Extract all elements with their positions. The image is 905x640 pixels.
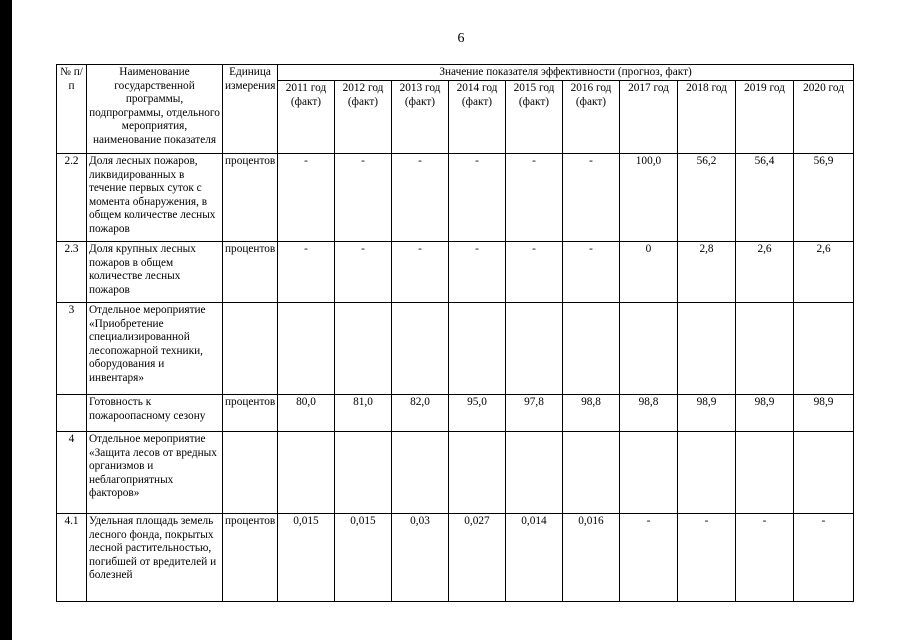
row-name: Удельная площадь земель лесного фонда, покрытых лесной растительностью, погибшей от вредителей и болезней	[87, 514, 223, 602]
header-name: Наименование государственной программы, подпрограммы, отдельного мероприятия, наименование показателя	[87, 65, 223, 154]
table-row	[57, 432, 854, 514]
row-unit: процентов	[223, 154, 278, 242]
value-cell: -	[278, 154, 335, 242]
value-cell	[449, 432, 506, 514]
row-unit	[223, 303, 278, 395]
value-cell	[449, 303, 506, 395]
row-name: Готовность к пожароопасному сезону	[87, 395, 223, 432]
header-group: Значение показателя эффективности (прогноз, факт)	[278, 65, 854, 81]
row-num: 2.3	[57, 242, 87, 303]
value-cell	[794, 303, 854, 395]
row-unit	[223, 432, 278, 514]
row-num: 4	[57, 432, 87, 514]
row-name: Отдельное мероприятие «Приобретение специализированной лесопожарной техники, оборудования и инвентаря»	[87, 303, 223, 395]
value-cell: -	[335, 154, 392, 242]
header-year: 2020 год	[794, 81, 854, 154]
value-cell: -	[678, 514, 736, 602]
value-cell: 0,016	[563, 514, 620, 602]
value-cell: -	[392, 154, 449, 242]
value-cell: 56,9	[794, 154, 854, 242]
value-cell: -	[563, 242, 620, 303]
value-cell: 80,0	[278, 395, 335, 432]
row-num: 4.1	[57, 514, 87, 602]
row-num: 2.2	[57, 154, 87, 242]
header-year: 2016 год (факт)	[563, 81, 620, 154]
value-cell: -	[278, 242, 335, 303]
value-cell	[794, 432, 854, 514]
row-unit: процентов	[223, 242, 278, 303]
value-cell: 56,4	[736, 154, 794, 242]
value-cell	[563, 303, 620, 395]
header-year: 2015 год (факт)	[506, 81, 563, 154]
header-year: 2011 год (факт)	[278, 81, 335, 154]
value-cell: 98,8	[620, 395, 678, 432]
scan-edge-bar	[0, 0, 12, 640]
value-cell: 81,0	[335, 395, 392, 432]
page-number: 6	[457, 31, 465, 46]
value-cell	[278, 303, 335, 395]
indicators-table	[56, 64, 854, 602]
value-cell: -	[506, 242, 563, 303]
value-cell: 97,8	[506, 395, 563, 432]
value-cell: 0	[620, 242, 678, 303]
value-cell: 0,03	[392, 514, 449, 602]
table-row	[57, 514, 854, 602]
value-cell	[678, 432, 736, 514]
value-cell: 0,027	[449, 514, 506, 602]
header-num: № п/п	[57, 65, 87, 154]
table-row	[57, 395, 854, 432]
value-cell: 82,0	[392, 395, 449, 432]
value-cell	[736, 303, 794, 395]
table-row	[57, 154, 854, 242]
header-year: 2017 год	[620, 81, 678, 154]
row-num: 3	[57, 303, 87, 395]
value-cell	[736, 432, 794, 514]
value-cell: 98,9	[794, 395, 854, 432]
value-cell	[506, 432, 563, 514]
value-cell: 56,2	[678, 154, 736, 242]
value-cell	[392, 303, 449, 395]
value-cell	[335, 303, 392, 395]
value-cell: 2,6	[736, 242, 794, 303]
row-name: Доля крупных лесных пожаров в общем количестве лесных пожаров	[87, 242, 223, 303]
value-cell: 100,0	[620, 154, 678, 242]
value-cell: -	[506, 154, 563, 242]
value-cell: -	[736, 514, 794, 602]
value-cell: 0,015	[278, 514, 335, 602]
value-cell: -	[392, 242, 449, 303]
value-cell: -	[620, 514, 678, 602]
value-cell: -	[449, 154, 506, 242]
row-name: Доля лесных пожаров, ликвидированных в течение первых суток с момента обнаружения, в общем количестве лесных пожаров	[87, 154, 223, 242]
value-cell	[620, 432, 678, 514]
value-cell: -	[794, 514, 854, 602]
value-cell	[278, 432, 335, 514]
table-row	[57, 242, 854, 303]
value-cell: 0,015	[335, 514, 392, 602]
header-year: 2014 год (факт)	[449, 81, 506, 154]
value-cell: 98,8	[563, 395, 620, 432]
table-row	[57, 303, 854, 395]
header-unit: Единица измерения	[223, 65, 278, 154]
value-cell: -	[563, 154, 620, 242]
value-cell	[392, 432, 449, 514]
header-year: 2019 год	[736, 81, 794, 154]
value-cell: 98,9	[736, 395, 794, 432]
header-year: 2018 год	[678, 81, 736, 154]
value-cell: 98,9	[678, 395, 736, 432]
row-name: Отдельное мероприятие «Защита лесов от вредных организмов и неблагоприятных факторов»	[87, 432, 223, 514]
value-cell	[620, 303, 678, 395]
row-unit: процентов	[223, 514, 278, 602]
value-cell: 2,8	[678, 242, 736, 303]
header-year: 2013 год (факт)	[392, 81, 449, 154]
row-unit: процентов	[223, 395, 278, 432]
value-cell	[506, 303, 563, 395]
value-cell	[335, 432, 392, 514]
row-num	[57, 395, 87, 432]
value-cell: 2,6	[794, 242, 854, 303]
value-cell	[563, 432, 620, 514]
value-cell: 0,014	[506, 514, 563, 602]
value-cell: -	[335, 242, 392, 303]
header-year: 2012 год (факт)	[335, 81, 392, 154]
value-cell: -	[449, 242, 506, 303]
value-cell	[678, 303, 736, 395]
value-cell: 95,0	[449, 395, 506, 432]
